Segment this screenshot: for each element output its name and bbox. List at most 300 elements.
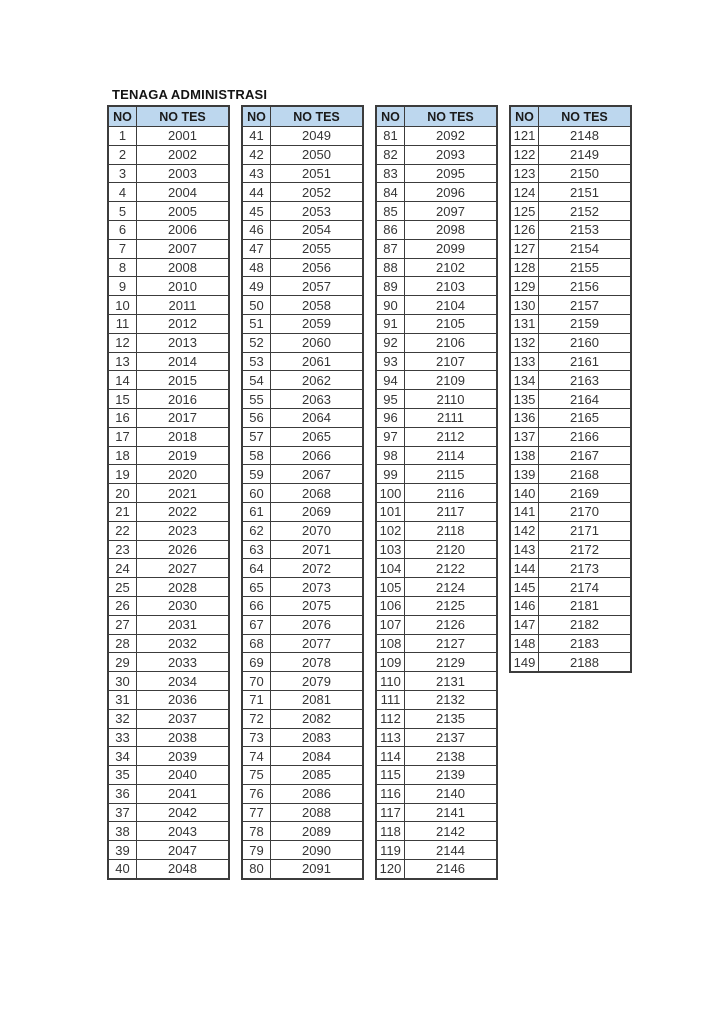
no-tes-cell: 2043 bbox=[137, 822, 230, 841]
table-row bbox=[108, 521, 229, 540]
no-cell: 28 bbox=[108, 634, 137, 653]
table-row bbox=[510, 559, 631, 578]
no-cell: 132 bbox=[510, 333, 539, 352]
table-row bbox=[108, 578, 229, 597]
table-row bbox=[510, 296, 631, 315]
table-row bbox=[108, 202, 229, 221]
no-cell: 51 bbox=[242, 314, 271, 333]
table-row bbox=[376, 371, 497, 390]
table-row bbox=[510, 615, 631, 634]
no-tes-cell: 2132 bbox=[405, 690, 498, 709]
no-tes-cell: 2054 bbox=[271, 220, 364, 239]
no-tes-cell: 2104 bbox=[405, 296, 498, 315]
no-tes-cell: 2001 bbox=[137, 127, 230, 146]
no-tes-cell: 2107 bbox=[405, 352, 498, 371]
column-header: NO TES bbox=[137, 106, 230, 127]
no-cell: 99 bbox=[376, 465, 405, 484]
no-tes-cell: 2170 bbox=[539, 502, 632, 521]
no-cell: 120 bbox=[376, 860, 405, 879]
no-tes-cell: 2141 bbox=[405, 803, 498, 822]
column-header: NO TES bbox=[539, 106, 632, 127]
no-tes-cell: 2023 bbox=[137, 521, 230, 540]
no-cell: 139 bbox=[510, 465, 539, 484]
no-cell: 105 bbox=[376, 578, 405, 597]
no-tes-cell: 2012 bbox=[137, 314, 230, 333]
no-tes-cell: 2006 bbox=[137, 220, 230, 239]
no-tes-cell: 2153 bbox=[539, 220, 632, 239]
table-row bbox=[510, 465, 631, 484]
no-tes-cell: 2022 bbox=[137, 502, 230, 521]
no-cell: 31 bbox=[108, 690, 137, 709]
no-tes-cell: 2077 bbox=[271, 634, 364, 653]
table-row bbox=[242, 390, 363, 409]
no-tes-cell: 2159 bbox=[539, 314, 632, 333]
no-cell: 103 bbox=[376, 540, 405, 559]
no-tes-cell: 2081 bbox=[271, 690, 364, 709]
column-header: NO bbox=[376, 106, 405, 127]
no-tes-cell: 2125 bbox=[405, 596, 498, 615]
no-cell: 115 bbox=[376, 766, 405, 785]
table-row bbox=[242, 502, 363, 521]
table-row bbox=[376, 314, 497, 333]
no-tes-cell: 2030 bbox=[137, 596, 230, 615]
no-cell: 104 bbox=[376, 559, 405, 578]
table-row bbox=[376, 502, 497, 521]
table-row bbox=[108, 615, 229, 634]
no-tes-cell: 2172 bbox=[539, 540, 632, 559]
no-tes-cell: 2028 bbox=[137, 578, 230, 597]
column-header: NO TES bbox=[271, 106, 364, 127]
no-tes-cell: 2038 bbox=[137, 728, 230, 747]
table-row bbox=[510, 258, 631, 277]
no-cell: 114 bbox=[376, 747, 405, 766]
no-cell: 68 bbox=[242, 634, 271, 653]
no-cell: 64 bbox=[242, 559, 271, 578]
no-tes-cell: 2032 bbox=[137, 634, 230, 653]
no-tes-cell: 2092 bbox=[405, 127, 498, 146]
no-cell: 23 bbox=[108, 540, 137, 559]
table-row bbox=[108, 314, 229, 333]
no-cell: 37 bbox=[108, 803, 137, 822]
no-tes-cell: 2097 bbox=[405, 202, 498, 221]
table-row bbox=[242, 145, 363, 164]
no-cell: 11 bbox=[108, 314, 137, 333]
no-tes-cell: 2007 bbox=[137, 239, 230, 258]
no-cell: 65 bbox=[242, 578, 271, 597]
no-tes-cell: 2149 bbox=[539, 145, 632, 164]
table-row bbox=[242, 258, 363, 277]
page-title: TENAGA ADMINISTRASI bbox=[112, 87, 268, 102]
no-cell: 125 bbox=[510, 202, 539, 221]
no-cell: 20 bbox=[108, 484, 137, 503]
table-row bbox=[510, 484, 631, 503]
no-tes-cell: 2140 bbox=[405, 784, 498, 803]
no-cell: 34 bbox=[108, 747, 137, 766]
no-tes-cell: 2014 bbox=[137, 352, 230, 371]
no-tes-cell: 2146 bbox=[405, 860, 498, 879]
no-tes-cell: 2183 bbox=[539, 634, 632, 653]
table-row bbox=[242, 446, 363, 465]
no-cell: 16 bbox=[108, 408, 137, 427]
no-tes-cell: 2169 bbox=[539, 484, 632, 503]
no-tes-cell: 2082 bbox=[271, 709, 364, 728]
no-tes-cell: 2127 bbox=[405, 634, 498, 653]
no-cell: 67 bbox=[242, 615, 271, 634]
no-cell: 30 bbox=[108, 672, 137, 691]
no-cell: 17 bbox=[108, 427, 137, 446]
no-cell: 24 bbox=[108, 559, 137, 578]
no-tes-cell: 2120 bbox=[405, 540, 498, 559]
no-cell: 102 bbox=[376, 521, 405, 540]
no-tes-cell: 2041 bbox=[137, 784, 230, 803]
table-row bbox=[376, 803, 497, 822]
no-cell: 29 bbox=[108, 653, 137, 672]
no-tes-cell: 2150 bbox=[539, 164, 632, 183]
no-cell: 110 bbox=[376, 672, 405, 691]
table-row bbox=[242, 296, 363, 315]
no-cell: 93 bbox=[376, 352, 405, 371]
no-cell: 60 bbox=[242, 484, 271, 503]
no-tes-cell: 2148 bbox=[539, 127, 632, 146]
table-row bbox=[108, 427, 229, 446]
no-cell: 76 bbox=[242, 784, 271, 803]
no-cell: 121 bbox=[510, 127, 539, 146]
table-row bbox=[376, 202, 497, 221]
table-row bbox=[108, 784, 229, 803]
table-row bbox=[108, 220, 229, 239]
table-row bbox=[242, 127, 363, 146]
no-tes-cell: 2174 bbox=[539, 578, 632, 597]
no-tes-cell: 2050 bbox=[271, 145, 364, 164]
no-tes-cell: 2126 bbox=[405, 615, 498, 634]
no-cell: 2 bbox=[108, 145, 137, 164]
table-row bbox=[510, 145, 631, 164]
table-row bbox=[510, 164, 631, 183]
table-row bbox=[510, 333, 631, 352]
no-tes-cell: 2058 bbox=[271, 296, 364, 315]
no-tes-cell: 2047 bbox=[137, 841, 230, 860]
table-row bbox=[242, 559, 363, 578]
table-row bbox=[242, 728, 363, 747]
no-tes-cell: 2020 bbox=[137, 465, 230, 484]
no-cell: 124 bbox=[510, 183, 539, 202]
table-row bbox=[510, 277, 631, 296]
table-row bbox=[108, 333, 229, 352]
table-row bbox=[376, 220, 497, 239]
table-row bbox=[108, 690, 229, 709]
no-tes-cell: 2139 bbox=[405, 766, 498, 785]
no-cell: 48 bbox=[242, 258, 271, 277]
no-tes-cell: 2061 bbox=[271, 352, 364, 371]
no-tes-cell: 2151 bbox=[539, 183, 632, 202]
no-tes-cell: 2098 bbox=[405, 220, 498, 239]
table-row bbox=[242, 371, 363, 390]
no-tes-cell: 2093 bbox=[405, 145, 498, 164]
no-cell: 123 bbox=[510, 164, 539, 183]
table-row bbox=[108, 183, 229, 202]
no-tes-cell: 2036 bbox=[137, 690, 230, 709]
no-cell: 106 bbox=[376, 596, 405, 615]
table-row bbox=[376, 333, 497, 352]
table-row bbox=[242, 484, 363, 503]
no-cell: 27 bbox=[108, 615, 137, 634]
no-cell: 122 bbox=[510, 145, 539, 164]
column-header: NO bbox=[510, 106, 539, 127]
no-cell: 86 bbox=[376, 220, 405, 239]
no-tes-cell: 2017 bbox=[137, 408, 230, 427]
no-cell: 107 bbox=[376, 615, 405, 634]
table-row bbox=[242, 672, 363, 691]
table-row bbox=[376, 484, 497, 503]
table-row bbox=[242, 164, 363, 183]
table-row bbox=[108, 296, 229, 315]
no-cell: 4 bbox=[108, 183, 137, 202]
table-row bbox=[376, 766, 497, 785]
table-row bbox=[376, 578, 497, 597]
no-tes-cell: 2071 bbox=[271, 540, 364, 559]
table-row bbox=[242, 465, 363, 484]
table-row bbox=[242, 747, 363, 766]
table-row bbox=[510, 183, 631, 202]
no-cell: 135 bbox=[510, 390, 539, 409]
no-tes-cell: 2034 bbox=[137, 672, 230, 691]
no-tes-cell: 2068 bbox=[271, 484, 364, 503]
no-cell: 83 bbox=[376, 164, 405, 183]
table-row bbox=[510, 408, 631, 427]
no-cell: 87 bbox=[376, 239, 405, 258]
no-cell: 126 bbox=[510, 220, 539, 239]
table-row bbox=[376, 540, 497, 559]
no-cell: 85 bbox=[376, 202, 405, 221]
no-cell: 141 bbox=[510, 502, 539, 521]
no-cell: 72 bbox=[242, 709, 271, 728]
table-row bbox=[376, 183, 497, 202]
no-tes-cell: 2011 bbox=[137, 296, 230, 315]
table-row bbox=[108, 127, 229, 146]
no-tes-cell: 2138 bbox=[405, 747, 498, 766]
no-cell: 144 bbox=[510, 559, 539, 578]
no-cell: 9 bbox=[108, 277, 137, 296]
table-row bbox=[242, 239, 363, 258]
no-cell: 14 bbox=[108, 371, 137, 390]
table-row bbox=[108, 352, 229, 371]
table-row bbox=[108, 728, 229, 747]
no-tes-cell: 2018 bbox=[137, 427, 230, 446]
no-tes-cell: 2057 bbox=[271, 277, 364, 296]
no-cell: 89 bbox=[376, 277, 405, 296]
table-row bbox=[242, 615, 363, 634]
no-tes-cell: 2157 bbox=[539, 296, 632, 315]
no-cell: 56 bbox=[242, 408, 271, 427]
table-row bbox=[510, 371, 631, 390]
no-cell: 149 bbox=[510, 653, 539, 672]
no-cell: 35 bbox=[108, 766, 137, 785]
no-tes-cell: 2027 bbox=[137, 559, 230, 578]
no-tes-cell: 2033 bbox=[137, 653, 230, 672]
table-row bbox=[376, 728, 497, 747]
no-tes-cell: 2042 bbox=[137, 803, 230, 822]
table-row bbox=[510, 220, 631, 239]
no-tes-cell: 2059 bbox=[271, 314, 364, 333]
no-tes-cell: 2090 bbox=[271, 841, 364, 860]
no-tes-cell: 2122 bbox=[405, 559, 498, 578]
table-row bbox=[108, 484, 229, 503]
no-tes-cell: 2142 bbox=[405, 822, 498, 841]
no-tes-cell: 2168 bbox=[539, 465, 632, 484]
no-tes-cell: 2188 bbox=[539, 653, 632, 672]
table-row bbox=[242, 427, 363, 446]
no-cell: 142 bbox=[510, 521, 539, 540]
no-cell: 119 bbox=[376, 841, 405, 860]
no-cell: 52 bbox=[242, 333, 271, 352]
no-tes-cell: 2055 bbox=[271, 239, 364, 258]
table-row bbox=[242, 333, 363, 352]
table-row bbox=[376, 672, 497, 691]
no-tes-cell: 2118 bbox=[405, 521, 498, 540]
no-cell: 91 bbox=[376, 314, 405, 333]
table-row bbox=[376, 408, 497, 427]
table-row bbox=[510, 540, 631, 559]
no-tes-cell: 2102 bbox=[405, 258, 498, 277]
no-tes-cell: 2005 bbox=[137, 202, 230, 221]
table-row bbox=[108, 390, 229, 409]
no-tes-cell: 2064 bbox=[271, 408, 364, 427]
tenaga-administrasi-table-4 bbox=[509, 105, 632, 673]
table-row bbox=[376, 258, 497, 277]
table-row bbox=[376, 465, 497, 484]
no-tes-cell: 2160 bbox=[539, 333, 632, 352]
table-row bbox=[108, 709, 229, 728]
no-cell: 5 bbox=[108, 202, 137, 221]
no-tes-cell: 2096 bbox=[405, 183, 498, 202]
no-cell: 111 bbox=[376, 690, 405, 709]
table-row bbox=[510, 653, 631, 672]
column-header: NO bbox=[108, 106, 137, 127]
no-cell: 43 bbox=[242, 164, 271, 183]
table-row bbox=[108, 653, 229, 672]
table-row bbox=[108, 860, 229, 879]
no-tes-cell: 2109 bbox=[405, 371, 498, 390]
no-tes-cell: 2051 bbox=[271, 164, 364, 183]
no-cell: 116 bbox=[376, 784, 405, 803]
no-cell: 130 bbox=[510, 296, 539, 315]
no-cell: 46 bbox=[242, 220, 271, 239]
no-tes-cell: 2152 bbox=[539, 202, 632, 221]
no-tes-cell: 2112 bbox=[405, 427, 498, 446]
no-cell: 118 bbox=[376, 822, 405, 841]
no-tes-cell: 2165 bbox=[539, 408, 632, 427]
no-cell: 55 bbox=[242, 390, 271, 409]
table-row bbox=[108, 634, 229, 653]
no-cell: 81 bbox=[376, 127, 405, 146]
table-row bbox=[242, 841, 363, 860]
no-cell: 88 bbox=[376, 258, 405, 277]
no-tes-cell: 2103 bbox=[405, 277, 498, 296]
no-cell: 145 bbox=[510, 578, 539, 597]
no-tes-cell: 2095 bbox=[405, 164, 498, 183]
no-tes-cell: 2063 bbox=[271, 390, 364, 409]
no-cell: 61 bbox=[242, 502, 271, 521]
no-tes-cell: 2105 bbox=[405, 314, 498, 333]
no-cell: 133 bbox=[510, 352, 539, 371]
no-cell: 12 bbox=[108, 333, 137, 352]
table-row bbox=[376, 841, 497, 860]
no-tes-cell: 2156 bbox=[539, 277, 632, 296]
table-row bbox=[510, 127, 631, 146]
table-row bbox=[242, 709, 363, 728]
tenaga-administrasi-table-3 bbox=[375, 105, 498, 880]
no-tes-cell: 2144 bbox=[405, 841, 498, 860]
table-row bbox=[510, 427, 631, 446]
no-cell: 77 bbox=[242, 803, 271, 822]
no-cell: 13 bbox=[108, 352, 137, 371]
header-row bbox=[376, 106, 497, 127]
no-tes-cell: 2010 bbox=[137, 277, 230, 296]
no-tes-cell: 2002 bbox=[137, 145, 230, 164]
no-cell: 101 bbox=[376, 502, 405, 521]
tenaga-administrasi-table-2 bbox=[241, 105, 364, 880]
table-row bbox=[376, 127, 497, 146]
no-cell: 44 bbox=[242, 183, 271, 202]
no-tes-cell: 2079 bbox=[271, 672, 364, 691]
no-cell: 3 bbox=[108, 164, 137, 183]
no-cell: 57 bbox=[242, 427, 271, 446]
no-cell: 18 bbox=[108, 446, 137, 465]
table-row bbox=[510, 634, 631, 653]
no-cell: 131 bbox=[510, 314, 539, 333]
no-tes-cell: 2115 bbox=[405, 465, 498, 484]
no-tes-cell: 2039 bbox=[137, 747, 230, 766]
table-row bbox=[108, 822, 229, 841]
no-cell: 143 bbox=[510, 540, 539, 559]
no-tes-cell: 2089 bbox=[271, 822, 364, 841]
no-tes-cell: 2114 bbox=[405, 446, 498, 465]
no-tes-cell: 2155 bbox=[539, 258, 632, 277]
no-tes-cell: 2116 bbox=[405, 484, 498, 503]
no-tes-cell: 2075 bbox=[271, 596, 364, 615]
no-cell: 79 bbox=[242, 841, 271, 860]
table-row bbox=[242, 822, 363, 841]
table-row bbox=[376, 239, 497, 258]
table-row bbox=[376, 822, 497, 841]
table-row bbox=[242, 653, 363, 672]
no-cell: 140 bbox=[510, 484, 539, 503]
no-cell: 45 bbox=[242, 202, 271, 221]
no-cell: 15 bbox=[108, 390, 137, 409]
no-cell: 113 bbox=[376, 728, 405, 747]
no-tes-cell: 2124 bbox=[405, 578, 498, 597]
table-row bbox=[242, 183, 363, 202]
table-row bbox=[242, 860, 363, 879]
table-row bbox=[108, 277, 229, 296]
table-row bbox=[108, 747, 229, 766]
no-tes-cell: 2072 bbox=[271, 559, 364, 578]
no-tes-cell: 2067 bbox=[271, 465, 364, 484]
table-row bbox=[108, 465, 229, 484]
no-tes-cell: 2117 bbox=[405, 502, 498, 521]
no-cell: 82 bbox=[376, 145, 405, 164]
table-row bbox=[242, 408, 363, 427]
no-tes-cell: 2078 bbox=[271, 653, 364, 672]
no-tes-cell: 2129 bbox=[405, 653, 498, 672]
table-row bbox=[376, 559, 497, 578]
table-row bbox=[242, 578, 363, 597]
table-row bbox=[108, 803, 229, 822]
no-tes-cell: 2085 bbox=[271, 766, 364, 785]
table-row bbox=[108, 596, 229, 615]
no-cell: 42 bbox=[242, 145, 271, 164]
no-tes-cell: 2053 bbox=[271, 202, 364, 221]
